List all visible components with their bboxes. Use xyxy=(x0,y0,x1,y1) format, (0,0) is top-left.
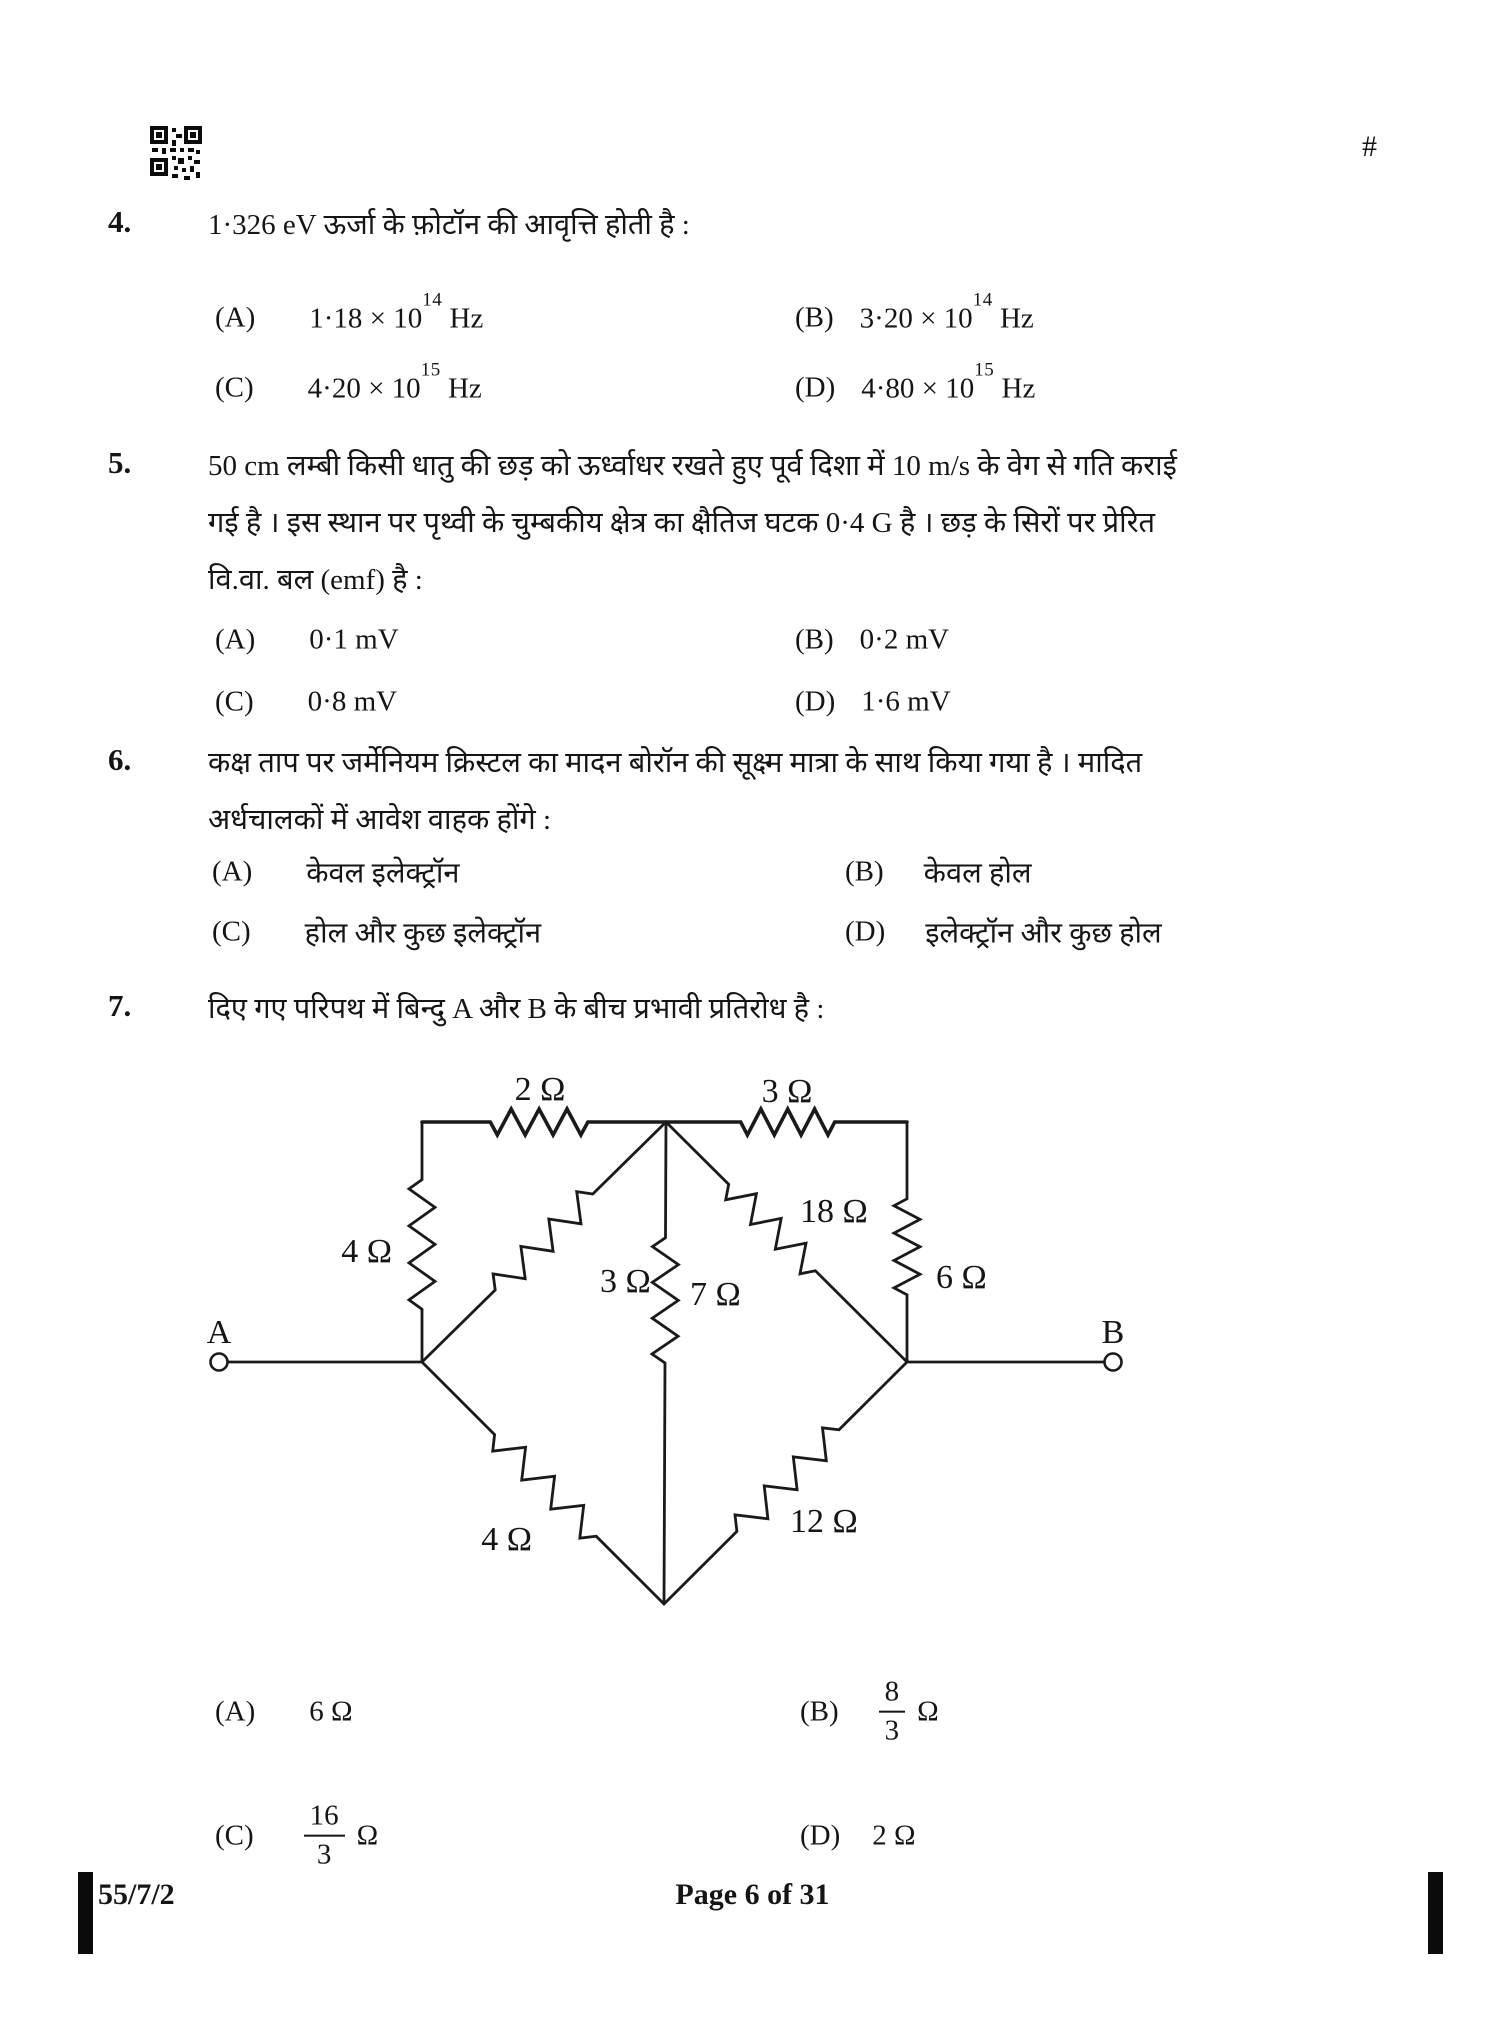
resistor-label-3ohm-top: 3 Ω xyxy=(761,1073,813,1110)
option-value: 2 Ω xyxy=(872,1819,916,1852)
question-6-line-1: कक्ष ताप पर जर्मेनियम क्रिस्टल का मादन बोरॉन की सूक्ष्म मात्रा के साथ किया गया है । मादित xyxy=(208,747,1143,779)
q7-option-a xyxy=(215,1696,353,1729)
resistor-label-2ohm: 2 Ω xyxy=(514,1071,566,1108)
option-value: 0·2 mV xyxy=(859,623,950,656)
q4-option-b xyxy=(795,289,1034,336)
q5-option-b xyxy=(795,624,949,657)
q7-option-d xyxy=(800,1820,916,1853)
option-value: 0·1 mV xyxy=(309,623,399,656)
fraction-numerator: 16 xyxy=(309,1799,339,1832)
resistor-label-7ohm: 7 Ω xyxy=(690,1276,741,1313)
circuit-diagram xyxy=(140,1045,1180,1660)
option-value: $1\cdot 18 \times 10^{14}$ Hz xyxy=(309,289,484,335)
question-5-number: 5. xyxy=(108,445,132,480)
question-4-number: 4. xyxy=(108,204,132,239)
question-6-number: 6. xyxy=(108,742,132,777)
option-value: 1·6 mV xyxy=(861,685,951,718)
q7-option-c xyxy=(215,1800,378,1873)
terminal-b-label: B xyxy=(1101,1314,1125,1351)
terminal-a-label: A xyxy=(206,1314,232,1351)
paper-code: 55/7/2 xyxy=(98,1878,175,1911)
resistor-3ohm-top xyxy=(666,1109,907,1135)
question-4-text: 1·326 eV ऊर्जा के फ़ोटॉन की आवृत्ति होती है : xyxy=(208,209,690,241)
question-5-line-2: गई है । इस स्थान पर पृथ्वी के चुम्बकीय क्षेत्र का क्षैतिज घटक 0·4 G है । छड़ के सिरों पर प्रेरित xyxy=(208,507,1156,539)
fraction xyxy=(304,1800,345,1873)
resistor-label-3ohm-diagonal: 3 Ω xyxy=(600,1263,651,1300)
question-7-text: दिए गए परिपथ में बिन्दु A और B के बीच प्रभावी प्रतिरोध है : xyxy=(208,993,825,1025)
option-letter: (A) xyxy=(215,301,256,334)
option-letter: (C) xyxy=(215,371,254,404)
resistor-label-4ohm-left: 4 Ω xyxy=(341,1233,392,1270)
option-value: होल और कुछ इलेक्ट्रॉन xyxy=(304,917,542,950)
option-letter: (A) xyxy=(215,1695,256,1728)
q5-option-c xyxy=(215,686,397,719)
question-6-line-2: अर्धचालकों में आवेश वाहक होंगे : xyxy=(208,804,552,836)
q6-option-c xyxy=(212,913,541,952)
option-value: केवल होल xyxy=(923,857,1032,890)
option-letter: (D) xyxy=(795,371,836,404)
fraction-denominator: 3 xyxy=(879,1711,906,1748)
option-letter: (B) xyxy=(845,855,884,888)
question-7-number: 7. xyxy=(108,988,132,1023)
option-value: $4\cdot 80 \times 10^{15}$ Hz xyxy=(861,359,1036,405)
q6-option-d xyxy=(845,913,1162,952)
option-value: इलेक्ट्रॉन और कुछ होल xyxy=(925,917,1162,950)
option-letter: (C) xyxy=(212,915,251,948)
hash-symbol: # xyxy=(1362,130,1377,163)
resistor-label-4ohm-bottom: 4 Ω xyxy=(481,1521,532,1558)
option-value: केवल इलेक्ट्रॉन xyxy=(306,857,460,890)
resistor-12ohm xyxy=(664,1362,907,1604)
question-5-line-3: वि.वा. बल (emf) है : xyxy=(208,564,423,596)
option-value: 0·8 mV xyxy=(307,685,398,718)
terminal-a-circle xyxy=(211,1354,228,1371)
option-value: $4\cdot 20 \times 10^{15}$ Hz xyxy=(307,359,482,405)
option-letter: (B) xyxy=(795,623,834,656)
resistor-2ohm xyxy=(422,1109,666,1135)
fraction-denominator: 3 xyxy=(304,1835,345,1872)
terminal-b-circle xyxy=(1105,1354,1122,1371)
option-letter: (B) xyxy=(795,301,834,334)
resistor-4ohm-left xyxy=(409,1122,435,1362)
option-value: 6 Ω xyxy=(309,1695,353,1728)
q4-option-d xyxy=(795,359,1036,406)
resistor-label-12ohm: 12 Ω xyxy=(790,1503,858,1540)
option-value: $3\cdot 20 \times 10^{14}$ Hz xyxy=(859,289,1034,335)
q7-option-b xyxy=(800,1676,939,1749)
option-letter: (B) xyxy=(800,1695,839,1728)
resistor-label-6ohm: 6 Ω xyxy=(936,1259,987,1296)
option-letter: (A) xyxy=(215,623,256,656)
q5-option-a xyxy=(215,624,399,657)
q6-option-b xyxy=(845,853,1032,892)
option-letter: (D) xyxy=(845,915,886,948)
resistor-18ohm xyxy=(666,1122,907,1362)
option-letter: (C) xyxy=(215,1819,254,1852)
option-unit: Ω xyxy=(917,1695,939,1728)
question-5-line-1: 50 cm लम्बी किसी धातु की छड़ को ऊर्ध्वाधर रखते हुए पूर्व दिशा में 10 m/s के वेग से गति कराई xyxy=(208,450,1177,482)
q4-option-c xyxy=(215,359,482,406)
option-unit: Ω xyxy=(356,1819,379,1852)
resistor-label-18ohm: 18 Ω xyxy=(800,1193,868,1230)
fraction-numerator: 8 xyxy=(884,1675,900,1708)
resistor-6ohm xyxy=(894,1122,920,1362)
option-letter: (D) xyxy=(795,685,836,718)
resistor-7ohm xyxy=(652,1122,678,1604)
q6-option-a xyxy=(212,853,460,892)
q5-option-d xyxy=(795,686,951,719)
qr-code-icon xyxy=(148,124,204,182)
option-letter: (D) xyxy=(800,1819,841,1852)
resistor-3ohm-diagonal xyxy=(422,1122,666,1362)
q4-option-a xyxy=(215,289,484,336)
resistor-4ohm-bottom xyxy=(422,1362,664,1604)
fraction xyxy=(879,1676,906,1749)
option-letter: (C) xyxy=(215,685,254,718)
page-number: Page 6 of 31 xyxy=(675,1878,830,1911)
option-letter: (A) xyxy=(212,855,253,888)
